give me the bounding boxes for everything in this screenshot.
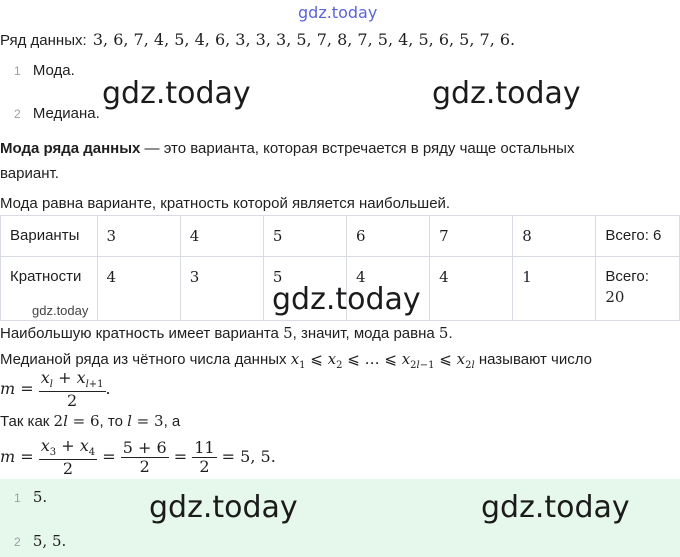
task-2 <box>14 105 100 122</box>
fraction-x3-x4: $\frac{x_3 + x_4}{2}$ <box>40 436 96 478</box>
conclusion-prefix: Наибольшую кратность имеет варианта <box>0 325 284 342</box>
since-prefix: Так как <box>0 413 54 430</box>
data-series-values: 3, 6, 7, 4, 5, 4, 6, 3, 3, 3, 5, 7, 8, 7, 5, 4, 5, 6, 5, 7, 6. <box>92 30 516 49</box>
median-def-suffix: называют число <box>474 351 592 368</box>
table-total-variants: Всего: 6 <box>596 216 680 257</box>
definition-term: Мода ряда данных <box>0 140 141 157</box>
table-total-frequencies <box>596 257 680 321</box>
mode-conclusion <box>0 324 453 342</box>
median-fraction: $\frac{x_l + x_{l+1}}{2}$ <box>40 368 104 410</box>
table-cell: 4 <box>180 216 263 257</box>
watermark-2: gdz.today <box>432 76 581 111</box>
since-suffix: , а <box>163 413 181 430</box>
total-value: 20 <box>605 288 625 306</box>
median-computation: m = $\frac{x_3 + x_4}{2}$ = $\frac{5 + 6}{2}$ = $\frac{11}{2}$ = 5, 5. <box>0 436 276 478</box>
mode-definition <box>0 136 574 186</box>
answer-2 <box>14 532 66 550</box>
median-inequality: $x_1$ ⩽ $x_2$ ⩽ … ⩽ $x_{2l-1}$ ⩽ $x_{2l}$ <box>290 350 475 371</box>
answer-1 <box>14 488 47 506</box>
table-cell: 8 <box>513 216 596 257</box>
task-1-text: Мода. <box>32 62 75 79</box>
answer-1-number: 1 <box>14 491 21 505</box>
median-definition <box>0 350 592 371</box>
watermark-1: gdz.today <box>102 76 251 111</box>
answer-1-text: 5. <box>32 488 48 506</box>
table-cell: 5 <box>263 216 346 257</box>
since-expr-2: l = 3 <box>127 412 164 430</box>
total-label: Всего: <box>605 268 649 285</box>
fraction-11: $\frac{11}{2}$ <box>194 437 215 477</box>
table-header-frequencies: Кратности <box>1 257 98 321</box>
table-row-variants <box>1 216 680 257</box>
conclusion-value-2: 5 <box>438 324 449 342</box>
task-1 <box>14 62 75 79</box>
task-1-number: 1 <box>14 64 21 78</box>
watermark-small: gdz.today <box>32 303 89 318</box>
definition-line2: вариант. <box>0 165 59 182</box>
table-cell: 1 <box>513 257 596 321</box>
task-2-text: Медиана. <box>32 105 100 122</box>
conclusion-value-1: 5 <box>283 324 293 342</box>
since-line <box>0 412 180 430</box>
table-header-variants: Варианты <box>1 216 98 257</box>
watermark-top: gdz.today <box>298 3 378 22</box>
median-def-prefix: Медианой ряда из чётного числа данных <box>0 351 291 368</box>
table-cell: 6 <box>346 216 429 257</box>
conclusion-mid: , значит, мода равна <box>292 325 439 342</box>
table-cell: 4 <box>430 257 513 321</box>
data-series <box>0 30 515 49</box>
since-expr-1: 2l = 6 <box>53 412 100 430</box>
definition-line1: — это варианта, которая встречается в ряду чаще остальных <box>140 140 575 157</box>
table-cell: 4 <box>346 257 429 321</box>
answer-2-text: 5, 5. <box>32 532 67 550</box>
answer-2-number: 2 <box>14 535 21 549</box>
since-comma: , то <box>99 413 128 430</box>
table-cell: 5 <box>263 257 346 321</box>
table-cell: 3 <box>97 216 180 257</box>
mode-rule: Мода равна варианте, кратность которой является наибольшей. <box>0 195 451 212</box>
fraction-5-6: $\frac{5 + 6}{2}$ <box>122 437 167 477</box>
table-cell: 3 <box>180 257 263 321</box>
table-cell: 7 <box>430 216 513 257</box>
median-formula: m = $\frac{x_l + x_{l+1}}{2}$ . <box>0 368 111 410</box>
data-series-label: Ряд данных: <box>0 32 87 49</box>
watermark-3: gdz.today <box>272 282 421 317</box>
conclusion-suffix: . <box>448 325 453 342</box>
watermark-5: gdz.today <box>481 490 630 525</box>
watermark-4: gdz.today <box>149 490 298 525</box>
table-cell: 4 <box>97 257 180 321</box>
task-2-number: 2 <box>14 107 21 121</box>
